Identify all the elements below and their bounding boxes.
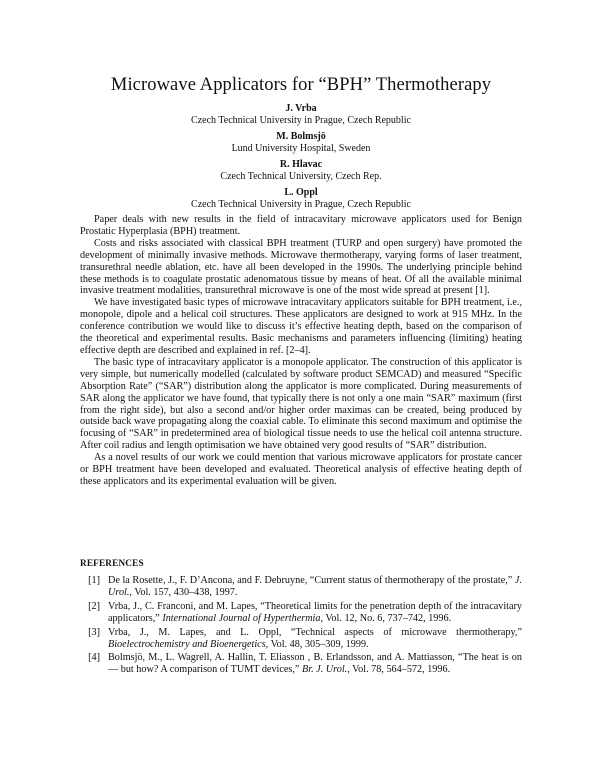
reference-text [108,601,522,625]
reference-details: , Vol. 78, 564–572, 1996. [347,664,451,676]
reference-number: [3] [88,626,100,638]
reference-authors-title: Vrba, J., M. Lapes, and L. Oppl, “Technical aspects of microwave thermotherapy,” [108,626,522,638]
references-heading: REFERENCES [80,558,144,568]
reference-journal: J. Urol. [108,575,522,598]
author-name: M. Bolmsjö [276,131,326,142]
references-list [80,575,522,678]
author-entry [80,131,522,154]
reference-text [108,652,522,676]
body-paragraph: As a novel results of our work we could mention that various microwave applicators for prostate cancer or BPH treatment have been developed and evaluated. Theoretical analysis of effective heating depth of these applicators and its experimental evaluation will be given. [80,452,522,487]
author-block [80,103,522,215]
reference-item [80,627,522,651]
reference-details: , Vol. 157, 430–438, 1997. [129,586,238,598]
abstract-body [80,214,522,488]
author-entry [80,103,522,126]
author-affiliation: Lund University Hospital, Sweden [231,142,371,154]
body-paragraph: Paper deals with new results in the field of intracavitary microwave applicators used for Benign Prostatic Hyperplasia (BPH) treatment. [80,214,522,237]
paper-title: Microwave Applicators for “BPH” Thermotherapy [110,75,492,95]
reference-journal: Br. J. Urol. [302,664,348,676]
reference-number: [2] [88,600,100,612]
author-affiliation: Czech Technical University in Prague, Czech Republic [191,114,411,126]
reference-text [108,627,522,651]
body-paragraph: We have investigated basic types of microwave intracavitary applicators suitable for BPH treatment, i.e., monopole, dipole and a helical coil structures. These applicators are designed to work at 915 MHz. In the conference contribution we would like to discuss it’s effective heating depth, based on the comparison of the theoretical and experimental results. Basic mechanisms and parameters influencing (limiting) heating effective depth are described and explained in ref. [2–4]. [80,297,522,356]
reference-item [80,575,522,599]
reference-details: , Vol. 48, 305–309, 1999. [265,638,369,650]
author-entry [80,187,522,210]
reference-item [80,601,522,625]
reference-journal: Bioelectrochemistry and Bioenergetics [108,638,266,650]
author-entry [80,159,522,182]
author-affiliation: Czech Technical University in Prague, Czech Republic [191,198,411,210]
reference-journal: International Journal of Hyperthermia [162,612,321,624]
reference-number: [4] [88,652,100,664]
body-paragraph: Costs and risks associated with classical BPH treatment (TURP and open surgery) have promoted the development of minimally invasive methods. Microwave thermotherapy, varying forms of laser treatment, transurethral needle ablation, etc. have all been developed in the 1990s. The underlying principle behind these methods is to coagulate prostatic adenomatous tissue by means of heat. Of all the available minimal invasive treatment modalities, transurethral microwave is one of the most wide spread at present [1]. [80,237,522,297]
author-name: R. Hlavac [279,159,323,170]
author-name: J. Vrba [285,103,317,114]
author-affiliation: Czech Technical University, Czech Rep. [220,170,382,182]
reference-number: [1] [88,575,100,586]
reference-authors-title: Bolmsjö, M., L. Wagrell, A. Hallin, T. Eliasson , B. Erlandsson, and A. Mattiasson, “The heat is on — but how? A comparison of TUMT devices,” [108,652,522,676]
reference-details: , Vol. 12, No. 6, 737–742, 1996. [320,612,452,624]
reference-authors-title: Vrba, J., C. Franconi, and M. Lapes, “Theoretical limits for the penetration depth of the intracavitary applicators,” [108,600,522,624]
body-paragraph: The basic type of intracavitary applicator is a monopole applicator. The construction of this applicator is very simple, but numerically modelled (calculated by software product SEMCAD) and measured “Specific Absorption Rate” (“SAR”) distribution along the applicator is more complicated. During measurements of SAR along the applicator we have found, that typically there is not only a one main “SAR” maximum (first from the right side), but also a second and/or higher order maximas can be created, being produced by outside back wave propagating along the coaxial cable. To eliminate this second maximum and optimise the focusing of “SAR” in predetermined area of biological tissue needs to use the helical coil antenna structure. After coil radius and length optimisation we have obtained very good results of “SAR” distribution. [80,356,522,452]
author-name: L. Oppl [284,187,318,198]
reference-text [108,575,522,599]
reference-item [80,652,522,676]
reference-authors-title: De la Rosette, J., F. D’Ancona, and F. Debruyne, “Current status of thermotherapy of the prostate,” [108,575,515,586]
